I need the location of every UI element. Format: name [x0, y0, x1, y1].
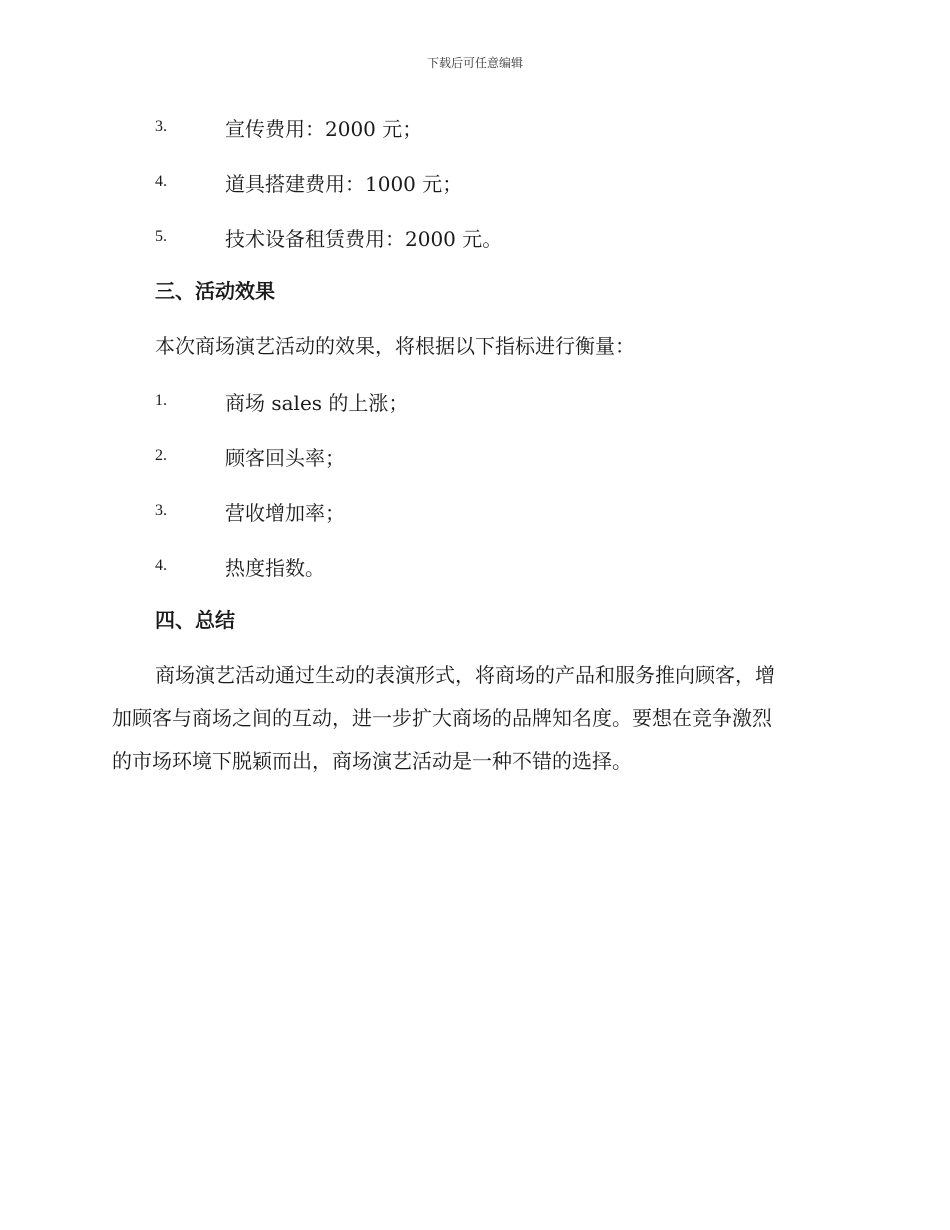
- list-item: [155, 112, 422, 142]
- list-item: [155, 222, 502, 252]
- list-item: [155, 386, 408, 416]
- section-heading-effects: 三、活动效果: [155, 279, 275, 303]
- section-intro: 本次商场演艺活动的效果，将根据以下指标进行衡量：: [155, 334, 635, 358]
- section-heading-summary: 四、总结: [155, 608, 235, 632]
- paragraph-line: 加顾客与商场之间的互动，进一步扩大商场的品牌知名度。要想在竞争激烈: [112, 706, 772, 730]
- paragraph-line: 商场演艺活动通过生动的表演形式，将商场的产品和服务推向顾客，增: [155, 663, 775, 687]
- list-number: 3.: [155, 502, 167, 519]
- list-item: [155, 167, 462, 197]
- list-number: 3.: [155, 118, 167, 135]
- list-item: [155, 441, 345, 471]
- list-number: 1.: [155, 392, 167, 409]
- list-number: 4.: [155, 173, 167, 190]
- list-text: 宣传费用：2000 元；: [225, 116, 423, 141]
- paragraph-line: 的市场环境下脱颖而出，商场演艺活动是一种不错的选择。: [112, 749, 632, 773]
- header-note: 下载后可任意编辑: [426, 56, 523, 70]
- list-item: [155, 551, 325, 581]
- list-item: [155, 496, 345, 526]
- list-number: 5.: [155, 228, 167, 245]
- list-text: 顾客回头率；: [225, 445, 345, 470]
- list-text: 技术设备租赁费用：2000 元。: [225, 226, 503, 251]
- list-text: 热度指数。: [225, 555, 325, 580]
- list-text: 商场 sales 的上涨；: [225, 390, 409, 415]
- list-number: 4.: [155, 557, 167, 574]
- list-number: 2.: [155, 447, 167, 464]
- list-text: 营收增加率；: [225, 500, 345, 525]
- list-text: 道具搭建费用：1000 元；: [225, 171, 463, 196]
